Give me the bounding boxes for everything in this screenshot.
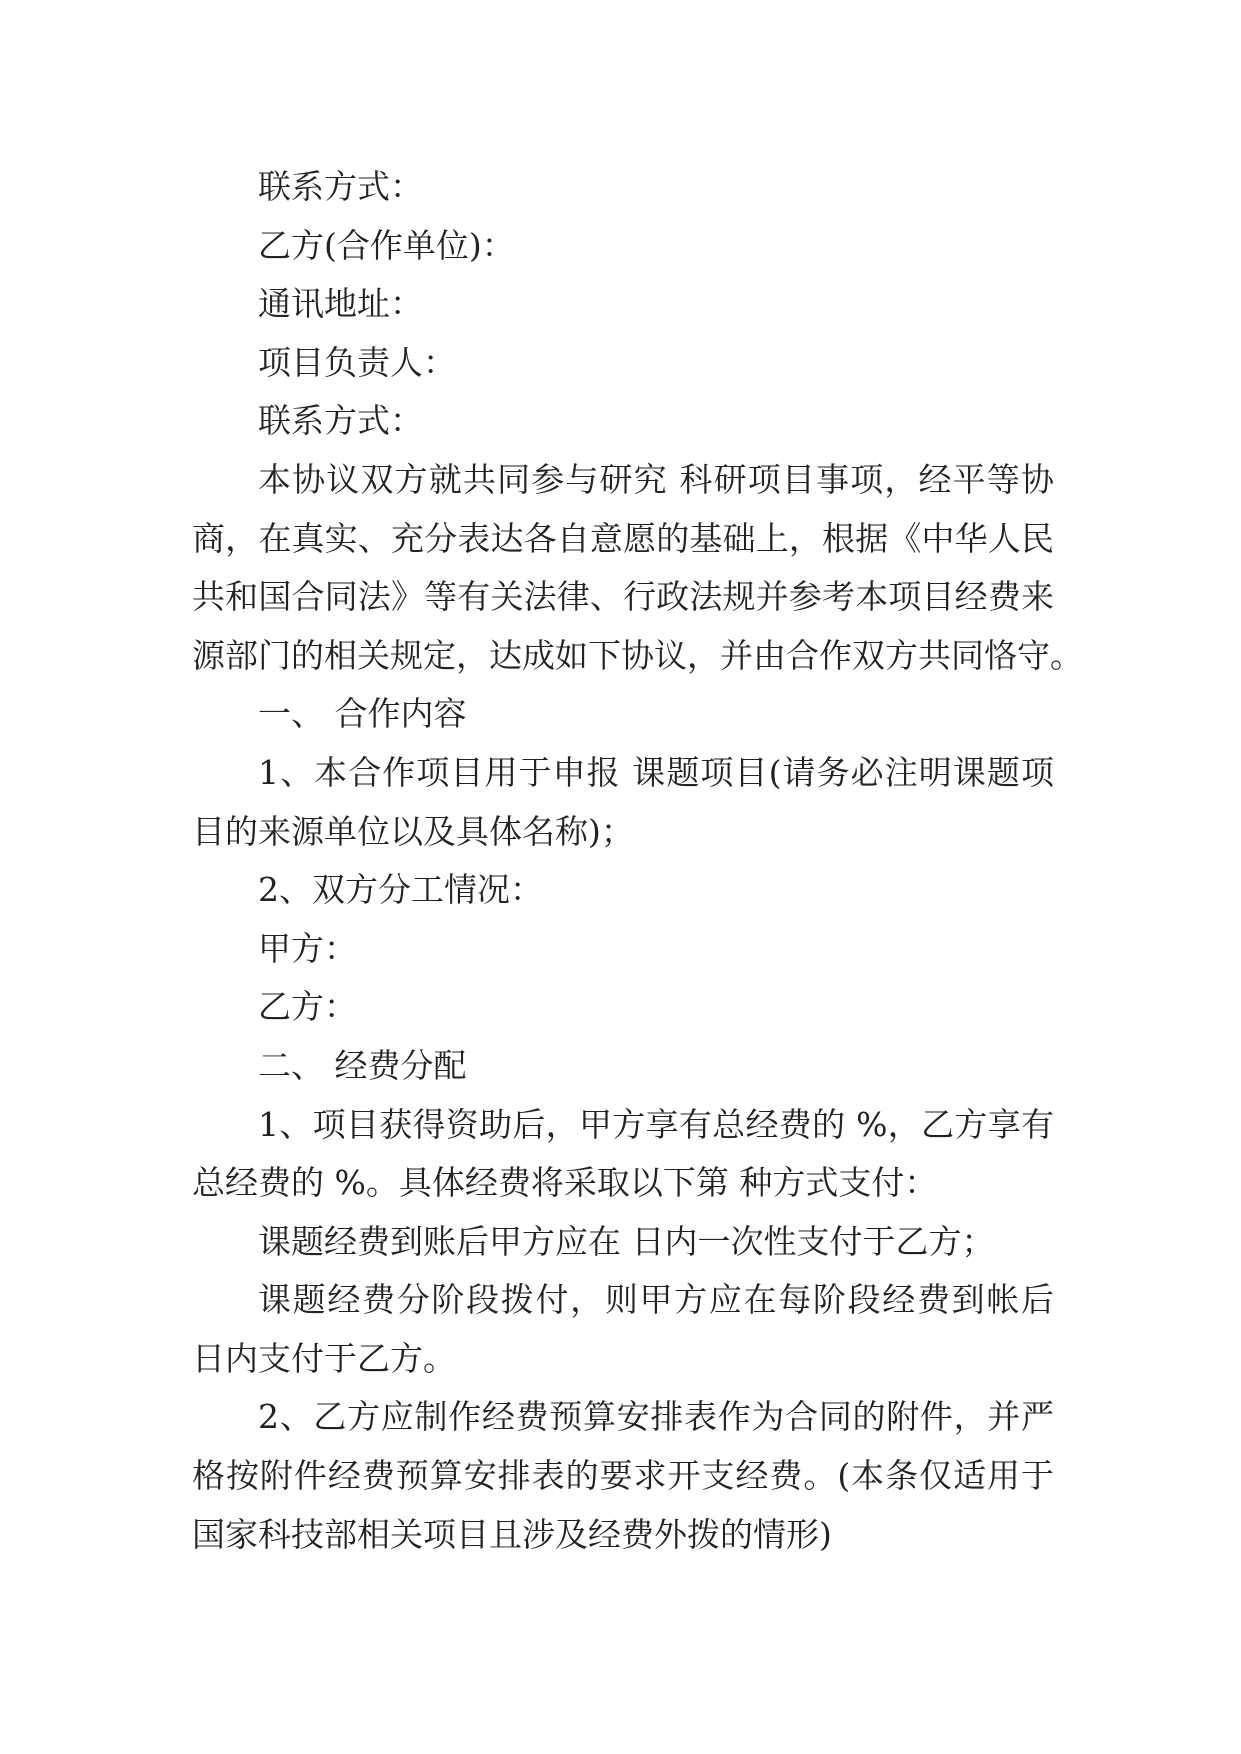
text-line: 项目负责人： xyxy=(258,342,456,382)
text-line: 格按附件经费预算安排表的要求开支经费。(本条仅适用于 xyxy=(192,1456,1054,1496)
text-line: 日内支付于乙方。 xyxy=(192,1338,456,1378)
text-line: 联系方式： xyxy=(258,167,423,206)
text-line: 国家科技部相关项目且涉及经费外拨的情形) xyxy=(192,1514,832,1554)
text-line: 乙方(合作单位)： xyxy=(258,225,515,265)
text-line: 二、 经费分配 xyxy=(258,1045,467,1085)
text-line: 甲方： xyxy=(258,928,357,968)
text-line: 2、乙方应制作经费预算安排表作为合同的附件，并严 xyxy=(258,1397,1054,1437)
text-line: 通讯地址： xyxy=(258,284,423,324)
text-line: 1、项目获得资助后，甲方享有总经费的 %，乙方享有 xyxy=(258,1104,1054,1144)
document-body xyxy=(192,158,1083,1564)
text-line: 联系方式： xyxy=(258,401,423,441)
text-line: 1、本合作项目用于申报 课题项目(请务必注明课题项 xyxy=(258,752,1054,792)
text-line: 商，在真实、充分表达各自意愿的基础上，根据《中华人民 xyxy=(192,518,1054,558)
text-line: 课题经费分阶段拨付，则甲方应在每阶段经费到帐后 xyxy=(258,1280,1054,1320)
text-line: 目的来源单位以及具体名称)； xyxy=(192,811,634,851)
text-line: 总经费的 %。具体经费将采取以下第 种方式支付： xyxy=(192,1163,938,1203)
text-line: 一、 合作内容 xyxy=(258,694,467,734)
text-line: 乙方： xyxy=(258,987,357,1027)
text-line: 本协议双方就共同参与研究 科研项目事项，经平等协 xyxy=(258,459,1054,499)
text-line: 源部门的相关规定，达成如下协议，并由合作双方共同恪守。 xyxy=(192,635,1083,675)
text-line: 2、双方分工情况： xyxy=(258,870,543,910)
text-line: 共和国合同法》等有关法律、行政法规并参考本项目经费来 xyxy=(192,577,1054,617)
text-line: 课题经费到账后甲方应在 日内一次性支付于乙方； xyxy=(258,1221,995,1261)
